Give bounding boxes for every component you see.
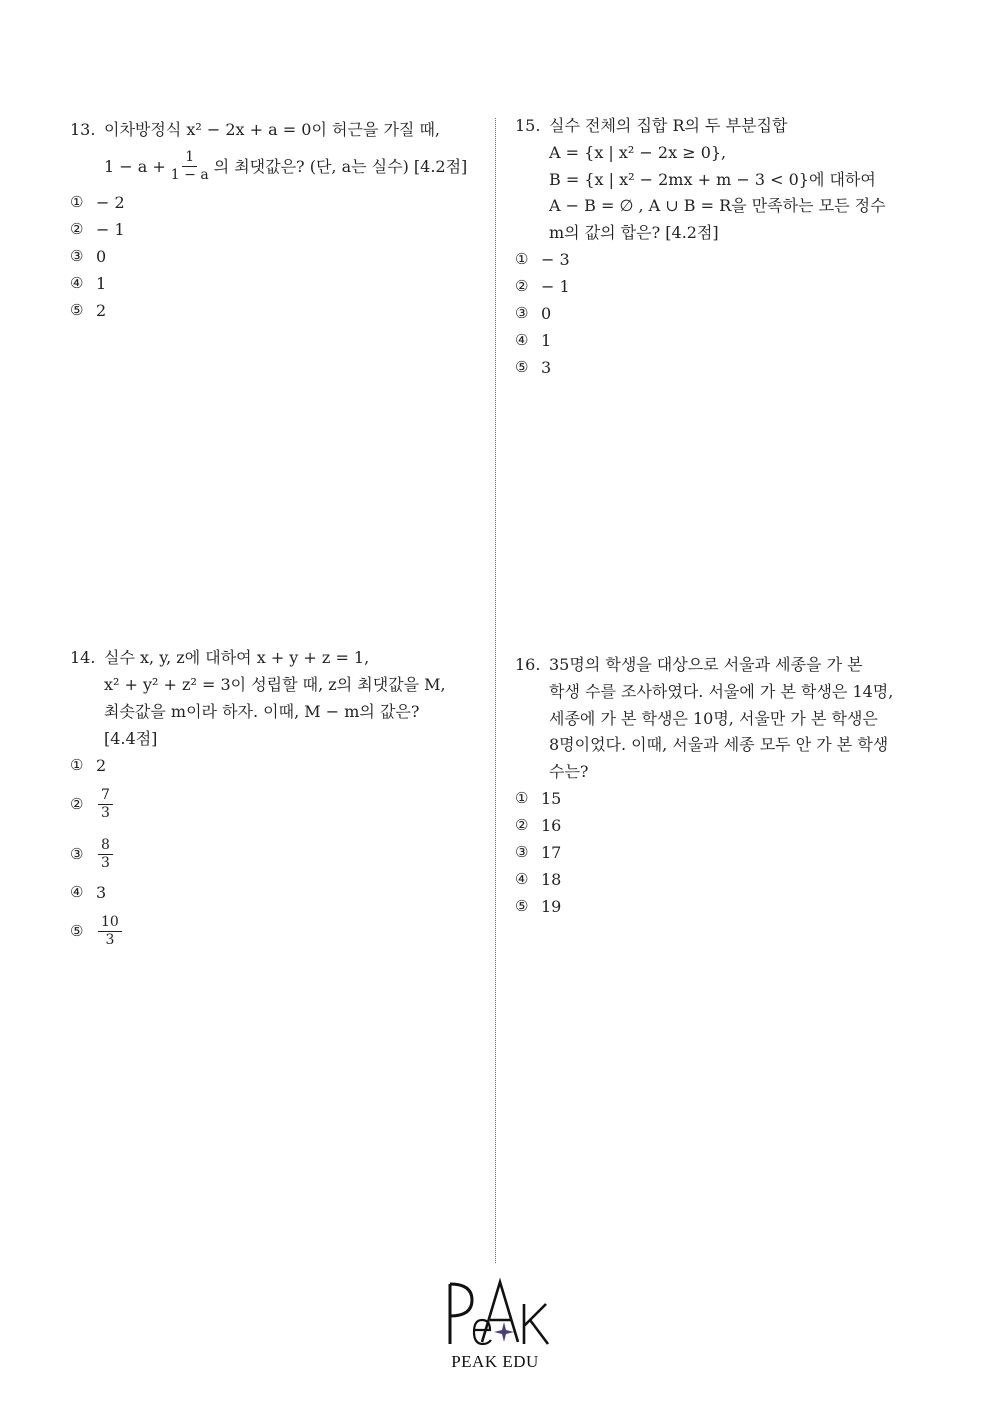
fraction-denominator: 1 − a [170,166,209,183]
choice-mark: ③ [515,303,529,322]
choice-mark: ⑤ [515,896,529,915]
question-text-line: 학생 수를 조사하였다. 서울에 가 본 학생은 14명, [549,681,894,701]
question-15 [515,112,935,381]
choice-2[interactable] [70,779,490,829]
choice-mark: ④ [515,330,529,349]
choice-1[interactable] [70,752,490,779]
choice-5[interactable] [70,297,490,324]
peak-logo-mark [420,1276,570,1352]
question-text-line: 세종에 가 본 학생은 10명, 서울만 가 본 학생은 [549,708,878,728]
choice-mark: ② [515,815,529,834]
fraction-numerator: 10 [98,914,122,932]
fraction-numerator: 1 [182,149,197,167]
choice-3[interactable] [70,829,490,879]
question-text-line: 수는? [549,762,589,782]
choice-mark: ③ [515,842,529,861]
choice-5[interactable] [515,354,935,381]
fraction-numerator: 7 [98,787,113,805]
question-number: 15. [515,116,541,135]
choice-mark: ③ [70,247,84,265]
answer-choices [70,189,490,324]
choice-3[interactable] [70,243,490,270]
choice-1[interactable] [515,785,935,812]
choice-mark: ① [515,788,529,807]
choice-value: 1 [96,274,107,293]
choice-value: 17 [541,842,562,862]
question-text-line-with-fraction [104,143,490,189]
question-number: 16. [515,655,541,674]
choice-value: 1 [541,330,552,350]
choice-value: 0 [541,303,552,323]
question-score: [4.4점] [104,729,158,748]
fraction-denominator: 3 [101,854,110,871]
choice-mark: ② [515,276,529,295]
question-text-line: x² + y² + z² = 3이 성립할 때, z의 최댓값을 M, [104,675,446,694]
choice-1[interactable] [515,246,935,273]
fraction-denominator: 3 [101,804,110,821]
choice-2[interactable] [515,273,935,300]
choice-5[interactable] [70,906,490,956]
choice-4[interactable] [70,270,490,297]
question-14 [70,644,490,956]
choice-value: − 1 [541,276,570,296]
answer-choices [70,752,490,956]
choice-fraction [98,787,113,822]
question-text-line: 실수 x, y, z에 대하여 x + y + z = 1, [104,648,370,667]
fraction-numerator: 8 [98,837,113,855]
choice-mark: ③ [70,844,84,863]
expression-prefix: 1 − a + [104,156,166,176]
choice-value: 15 [541,788,562,808]
choice-2[interactable] [70,216,490,243]
choice-value: 19 [541,896,562,916]
choice-4[interactable] [515,866,935,893]
logo-caption: PEAK EDU [451,1352,539,1371]
choice-fraction [98,837,113,872]
choice-value: 2 [96,756,107,775]
choice-mark: ① [515,249,529,268]
question-number: 13. [70,120,96,139]
question-number: 14. [70,648,96,667]
question-text-line: A − B = ∅ , A ∪ B = R을 만족하는 모든 정수 [549,196,886,216]
fraction [168,149,212,184]
choice-value: − 3 [541,249,570,269]
choice-2[interactable] [515,812,935,839]
choice-value: 2 [96,301,107,320]
question-text-line: 35명의 학생을 대상으로 서울과 세종을 가 본 [549,655,863,674]
choice-3[interactable] [515,839,935,866]
question-text-line: 최솟값을 m이라 하자. 이때, M − m의 값은? [104,702,420,721]
choice-value: 16 [541,815,562,835]
choice-value: 18 [541,869,562,889]
choice-1[interactable] [70,189,490,216]
choice-4[interactable] [515,327,935,354]
choice-value: − 1 [96,220,125,239]
peak-edu-logo [420,1276,570,1376]
question-text-line: 이차방정식 x² − 2x + a = 0이 허근을 가질 때, [104,120,440,139]
choice-mark: ② [70,794,84,813]
answer-choices [515,785,935,920]
choice-mark: ④ [70,883,84,901]
choice-mark: ② [70,220,84,238]
choice-value: 0 [96,247,107,266]
choice-3[interactable] [515,300,935,327]
answer-choices [515,246,935,381]
choice-fraction [98,914,122,949]
choice-5[interactable] [515,893,935,920]
set-b-definition: B = {x | x² − 2mx + m − 3 < 0}에 대하여 [549,169,876,189]
choice-mark: ⑤ [515,357,529,376]
choice-mark: ① [70,193,84,211]
expression-suffix: 의 최댓값은? (단, a는 실수) [4.2점] [213,156,468,176]
choice-mark: ① [70,756,84,774]
choice-mark: ⑤ [70,921,84,940]
choice-value: 3 [96,883,107,902]
choice-4[interactable] [70,879,490,906]
question-text-line: 8명이었다. 이때, 서울과 세종 모두 안 가 본 학생 [549,735,889,755]
choice-mark: ④ [515,869,529,888]
question-16 [515,651,935,920]
question-text-line: m의 값의 합은? [4.2점] [549,223,719,243]
column-divider [495,118,496,1263]
choice-mark: ⑤ [70,301,84,319]
choice-value: − 2 [96,193,125,212]
question-13 [70,116,490,324]
choice-value: 3 [541,357,552,377]
question-text-line: 실수 전체의 집합 R의 두 부분집합 [549,116,788,135]
choice-mark: ④ [70,274,84,292]
fraction-denominator: 3 [105,931,115,948]
set-a-definition: A = {x | x² − 2x ≥ 0}, [549,142,727,162]
